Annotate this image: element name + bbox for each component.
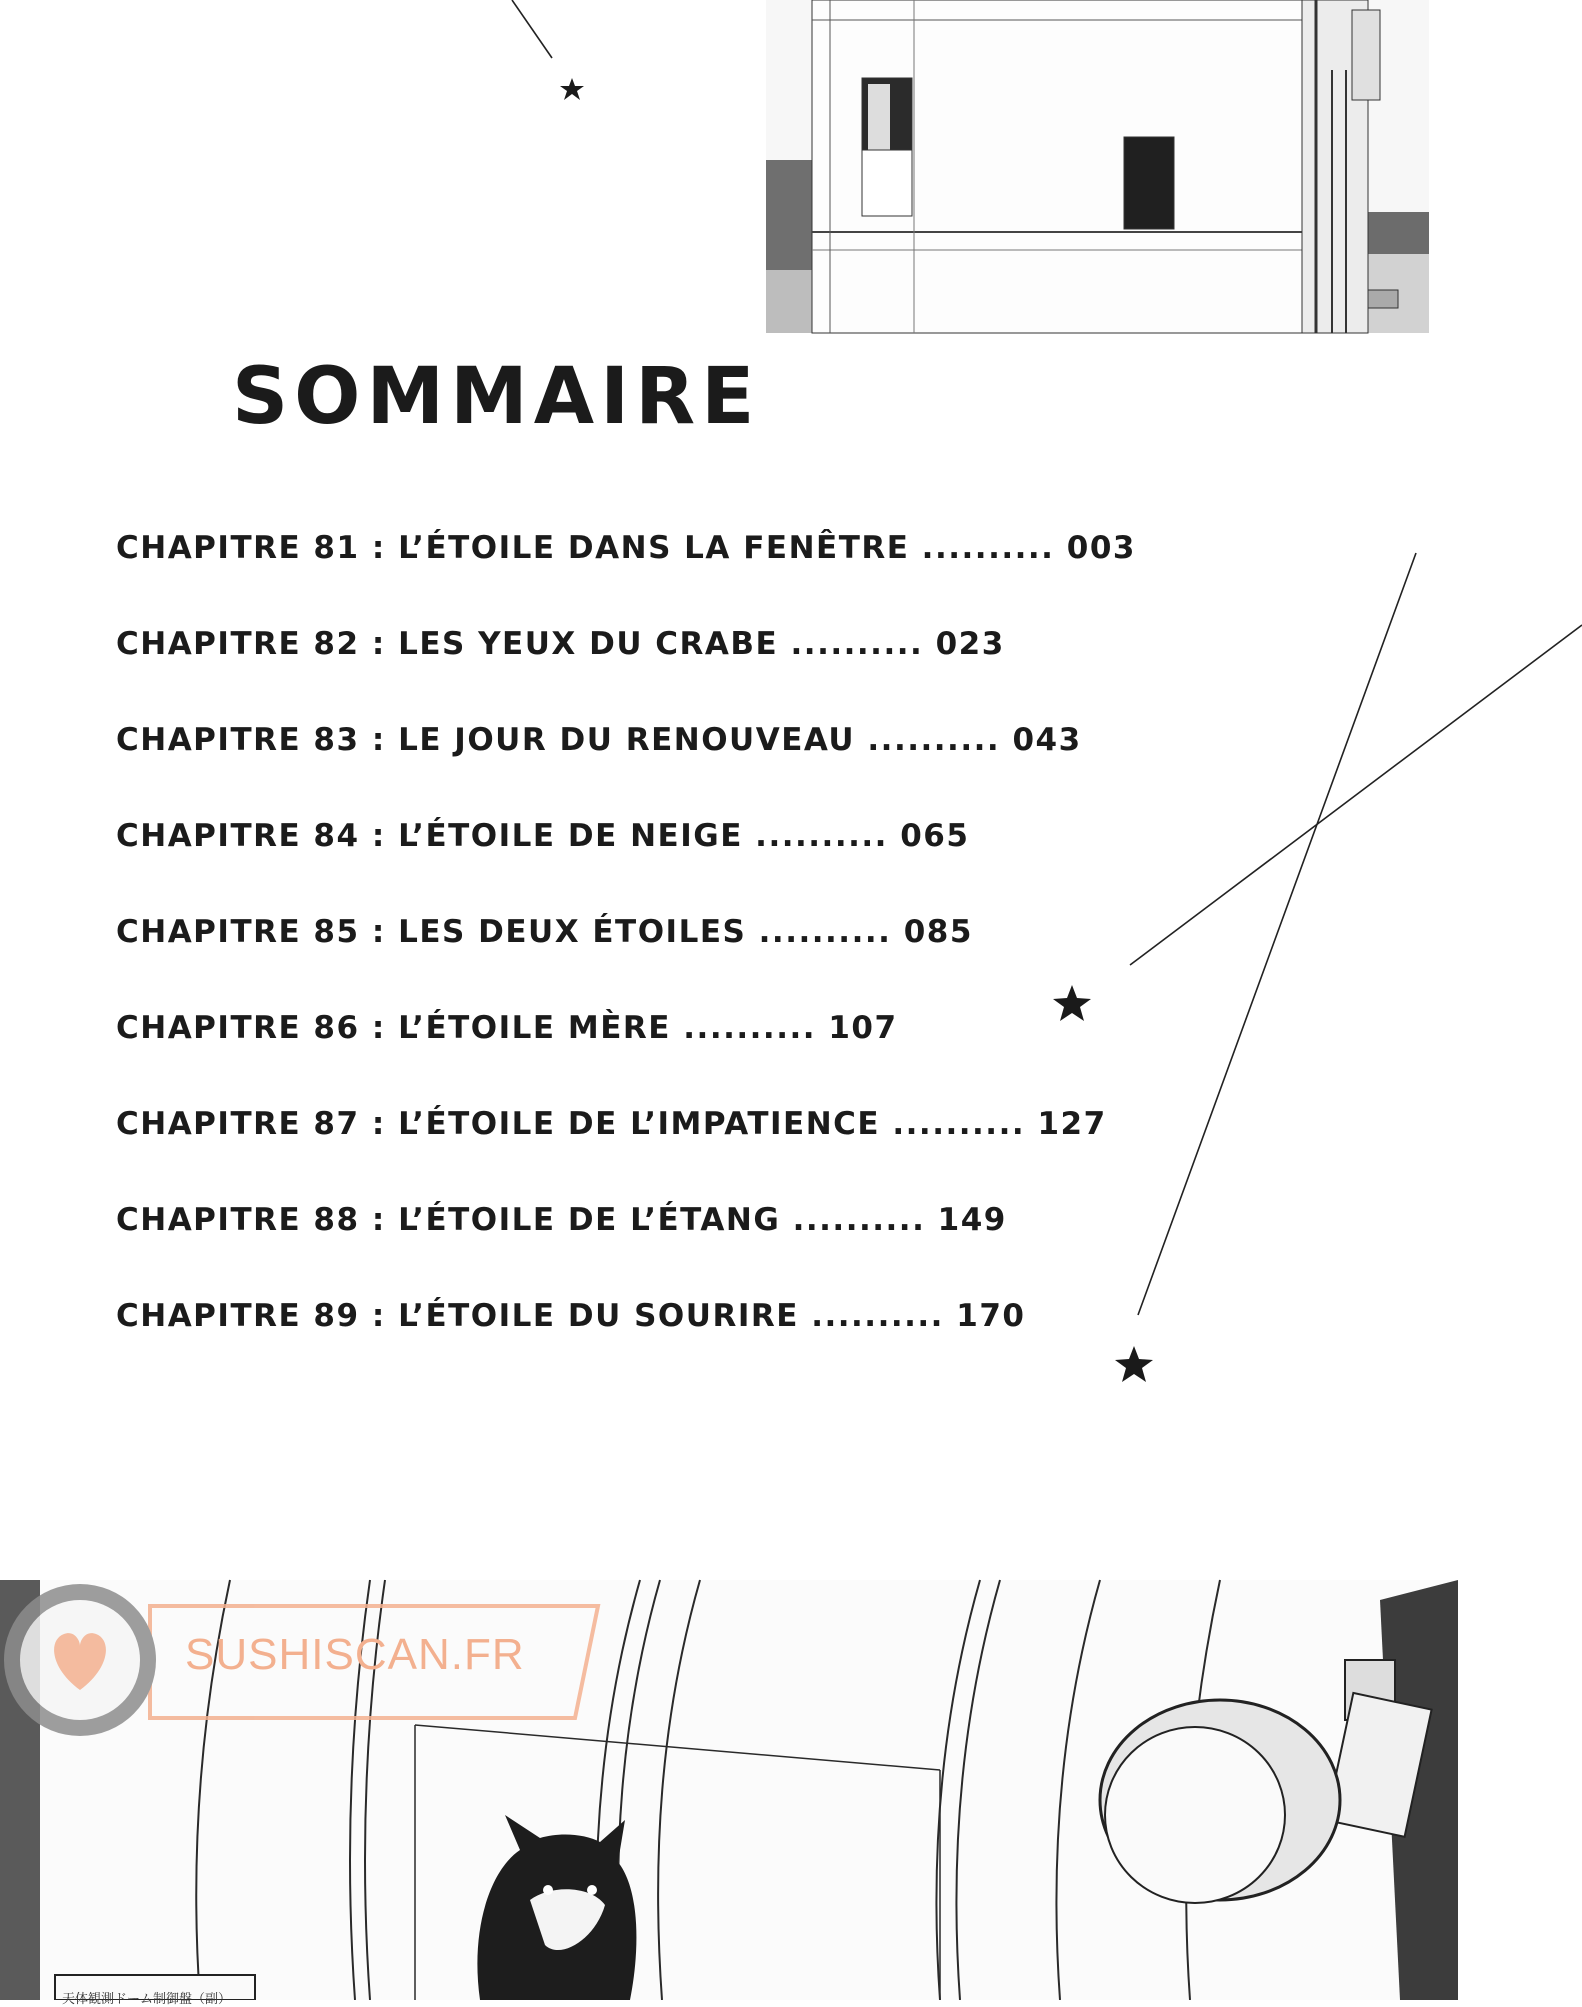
page-number: 170 bbox=[956, 1298, 1026, 1334]
chapter-title: L’ÉTOILE DE L’ÉTANG bbox=[398, 1202, 781, 1238]
page-number: 023 bbox=[935, 626, 1005, 662]
chapter-title: LES DEUX ÉTOILES bbox=[398, 914, 747, 950]
chapter-number: CHAPITRE 89 bbox=[116, 1298, 360, 1334]
page-number: 043 bbox=[1012, 722, 1082, 758]
chapter-number: CHAPITRE 83 bbox=[116, 722, 360, 758]
control-panel-sign: 天体観測ドーム制御盤（副） bbox=[62, 1992, 232, 2007]
toc-entry: CHAPITRE 87 : L’ÉTOILE DE L’IMPATIENCE .......... 127 bbox=[116, 1106, 1107, 1142]
page-number: 127 bbox=[1037, 1106, 1107, 1142]
toc-entry: CHAPITRE 82 : LES YEUX DU CRABE .......... 023 bbox=[116, 626, 1005, 662]
toc-entry: CHAPITRE 84 : L’ÉTOILE DE NEIGE .......... 065 bbox=[116, 818, 970, 854]
chapter-number: CHAPITRE 84 bbox=[116, 818, 360, 854]
chapter-number: CHAPITRE 88 bbox=[116, 1202, 360, 1238]
page-number: 085 bbox=[903, 914, 973, 950]
toc-entry: CHAPITRE 85 : LES DEUX ÉTOILES .......... 085 bbox=[116, 914, 973, 950]
page-number: 003 bbox=[1066, 530, 1136, 566]
page-title: SOMMAIRE bbox=[232, 352, 761, 442]
toc-entry: CHAPITRE 83 : LE JOUR DU RENOUVEAU .......... 043 bbox=[116, 722, 1082, 758]
chapter-title: L’ÉTOILE DE NEIGE bbox=[398, 818, 743, 854]
table-of-contents bbox=[116, 524, 1136, 1388]
chapter-number: CHAPITRE 82 bbox=[116, 626, 360, 662]
chapter-number: CHAPITRE 87 bbox=[116, 1106, 360, 1142]
toc-entry: CHAPITRE 88 : L’ÉTOILE DE L’ÉTANG .......... 149 bbox=[116, 1202, 1007, 1238]
chapter-title: LES YEUX DU CRABE bbox=[398, 626, 779, 662]
chapter-title: L’ÉTOILE DANS LA FENÊTRE bbox=[398, 530, 910, 566]
chapter-title: L’ÉTOILE MÈRE bbox=[398, 1010, 671, 1046]
chapter-title: LE JOUR DU RENOUVEAU bbox=[398, 722, 856, 758]
toc-entry: CHAPITRE 86 : L’ÉTOILE MÈRE .......... 107 bbox=[116, 1010, 898, 1046]
page-number: 065 bbox=[900, 818, 970, 854]
chapter-title: L’ÉTOILE DU SOURIRE bbox=[398, 1298, 799, 1334]
chapter-number: CHAPITRE 81 bbox=[116, 530, 360, 566]
chapter-number: CHAPITRE 86 bbox=[116, 1010, 360, 1046]
toc-entry: CHAPITRE 81 : L’ÉTOILE DANS LA FENÊTRE .......... 003 bbox=[116, 530, 1136, 566]
page-number: 107 bbox=[828, 1010, 898, 1046]
watermark-text: SUSHISCAN.FR bbox=[185, 1630, 525, 1679]
chapter-number: CHAPITRE 85 bbox=[116, 914, 360, 950]
chapter-title: L’ÉTOILE DE L’IMPATIENCE bbox=[398, 1106, 881, 1142]
toc-entry: CHAPITRE 89 : L’ÉTOILE DU SOURIRE .......... 170 bbox=[116, 1298, 1026, 1334]
page-number: 149 bbox=[937, 1202, 1007, 1238]
